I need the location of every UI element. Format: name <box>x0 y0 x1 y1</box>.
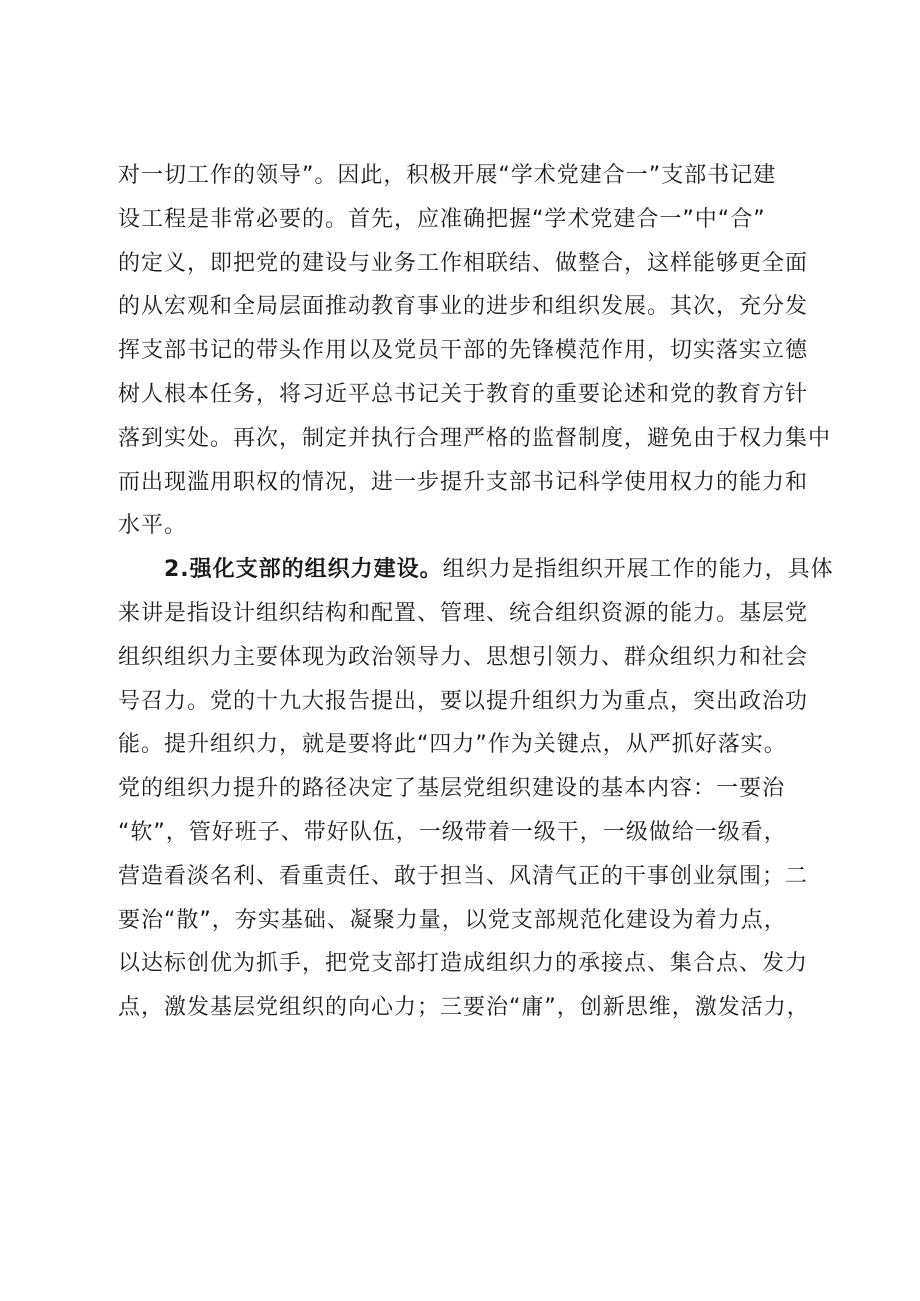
text-line: 要治“散”，夯实基础、凝聚力量，以党支部规范化建设为着力点， <box>118 907 787 933</box>
section-2-text: 组织力是指组织开展工作的能力，具体 <box>442 557 834 583</box>
text-line: 营造看淡名利、看重责任、敢于担当、风清气正的干事创业氛围；二 <box>118 863 809 889</box>
text-line: 能。提升组织力，就是要将此“四力”作为关键点，从严抓好落实。 <box>118 732 787 758</box>
text-line: 而出现滥用职权的情况，进一步提升支部书记科学使用权力的能力和 <box>118 469 809 495</box>
text-line: 树人根本任务，将习近平总书记关于教育的重要论述和党的教育方针 <box>118 381 809 407</box>
text-line: 水平。 <box>118 513 188 539</box>
text-line: 以达标创优为抓手，把党支部打造成组织力的承接点、集合点、发力 <box>118 951 809 977</box>
text-line: 组织组织力主要体现为政治领导力、思想引领力、群众组织力和社会 <box>118 644 809 670</box>
document-body <box>118 154 834 1030</box>
text-line: 的从宏观和全局层面推动教育事业的进步和组织发展。其次，充分发 <box>118 294 809 320</box>
text-line: 落到实处。再次，制定并执行合理严格的监督制度，避免由于权力集中 <box>118 425 832 451</box>
text-line: “软”，管好班子、带好队伍，一级带着一级干，一级做给一级看， <box>118 819 787 845</box>
text-line: 党的组织力提升的路径决定了基层党组织建设的基本内容：一要治 <box>118 776 786 802</box>
text-line: 挥支部书记的带头作用以及党员干部的先锋模范作用，切实落实立德 <box>118 338 809 364</box>
text-line: 的定义，即把党的建设与业务工作相联结、做整合，这样能够更全面 <box>118 250 809 276</box>
text-line: 号召力。党的十九大报告提出，要以提升组织力为重点，突出政治功 <box>118 688 809 714</box>
text-line: 对一切工作的领导”。因此，积极开展“学术党建合一”支部书记建 <box>118 163 777 188</box>
text-line: 点，激发基层党组织的向心力；三要治“庸”，创新思维，激发活力， <box>118 995 810 1021</box>
text-line: 设工程是非常必要的。首先，应准确把握“学术党建合一”中“合” <box>118 206 766 232</box>
section-2-first-line <box>118 548 834 592</box>
section-2-heading: 2.强化支部的组织力建设。 <box>164 557 443 583</box>
text-line: 来讲是指设计组织结构和配置、管理、统合组织资源的能力。基层党 <box>118 600 809 626</box>
